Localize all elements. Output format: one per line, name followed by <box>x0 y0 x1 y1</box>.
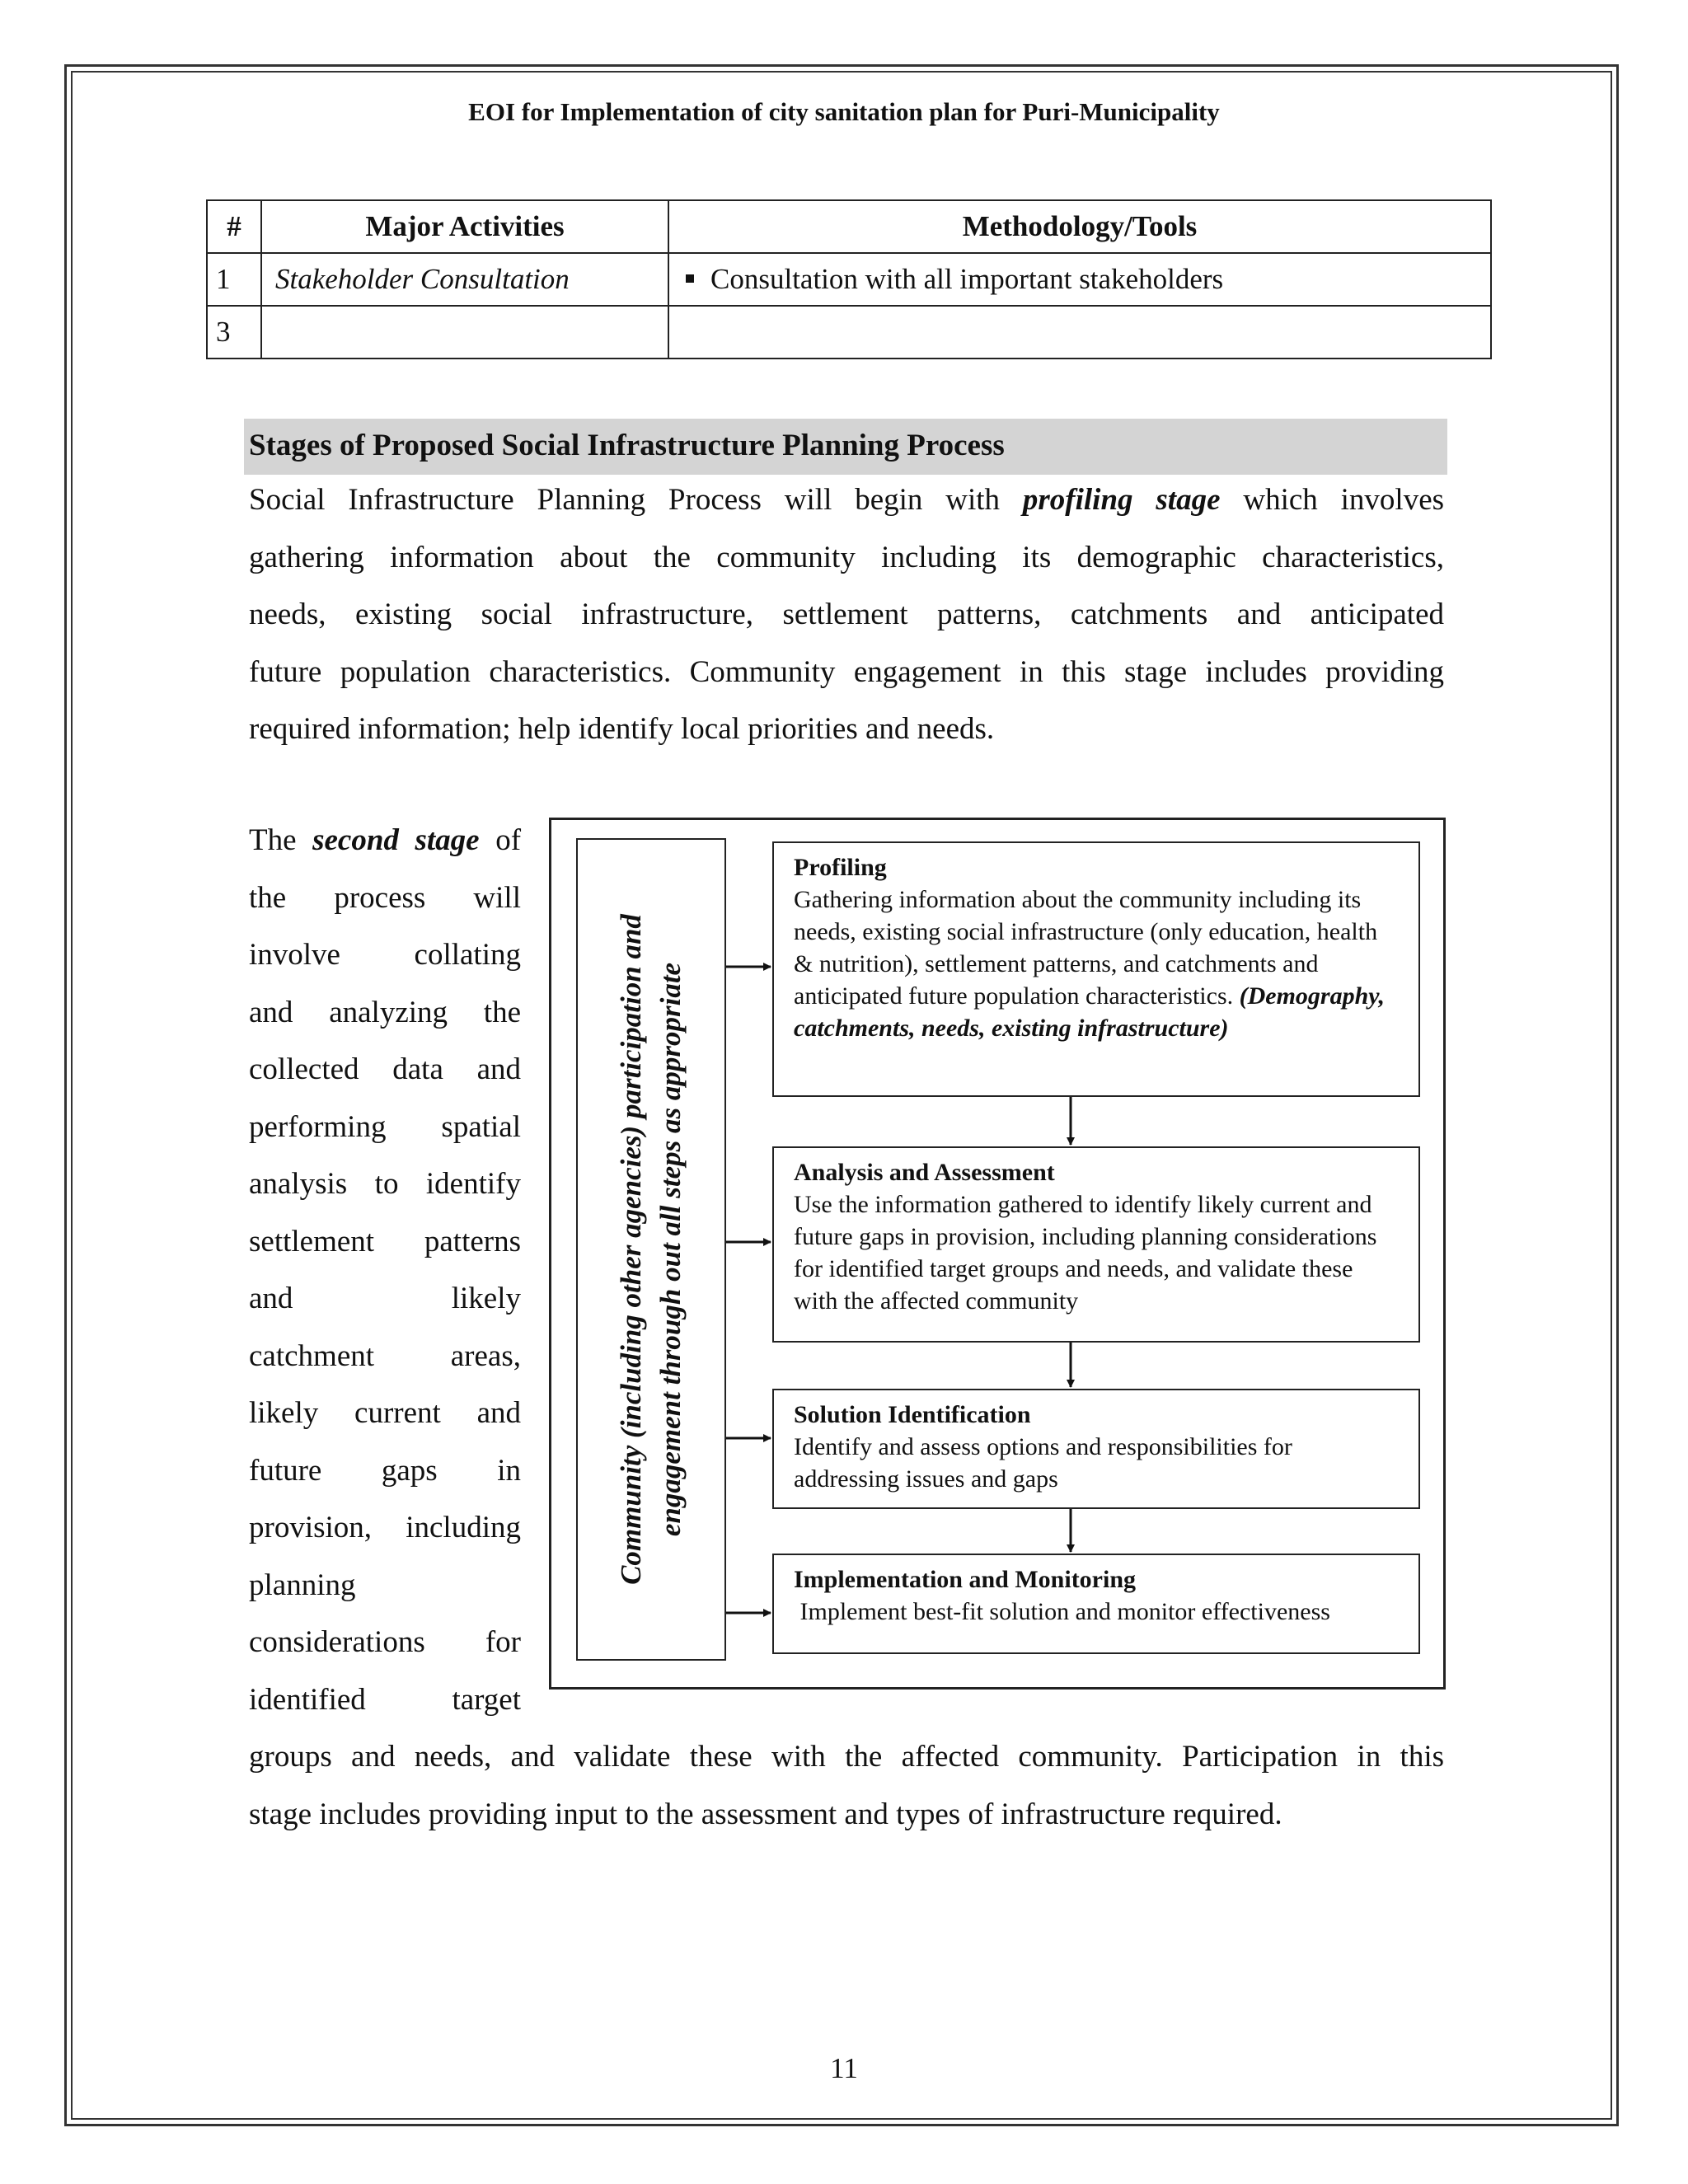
row-number: 1 <box>207 253 261 306</box>
row-activity: Stakeholder Consultation <box>261 253 668 306</box>
stage-title: Analysis and Assessment <box>794 1159 1055 1186</box>
paragraph-line: needs, existing social infrastructure, settlement patterns, catchments and anticipated <box>249 598 1444 631</box>
text-segment: of <box>495 823 522 857</box>
paragraph-line: likely current and <box>249 1396 521 1430</box>
row-methodology <box>668 253 1491 306</box>
paragraph-line: future population characteristics. Community engagement in this stage includes providing <box>249 654 1444 689</box>
row-activity <box>261 306 668 359</box>
diagram-arrows <box>551 820 1448 1692</box>
document-header: EOI for Implementation of city sanitation plan for Puri-Municipality <box>468 97 1220 126</box>
paragraph-line: provision, including <box>249 1511 521 1544</box>
paragraph-profiling <box>249 471 1444 758</box>
table-row <box>207 253 1491 306</box>
paragraph-line: gathering information about the community including its demographic characteristics, <box>249 540 1444 574</box>
stage-title: Implementation and Monitoring <box>794 1566 1137 1593</box>
section-heading: Stages of Proposed Social Infrastructure Planning Process <box>244 419 1447 475</box>
paragraph-line: and likely <box>249 1282 521 1315</box>
horizontal-arrows <box>726 967 771 1613</box>
stage-text: Gathering information about the community including its needs, existing social infrastructure (only education, health & nutrition), settlement patterns, and catchments and anticipated future population characteristics. <box>794 886 1378 1010</box>
paragraph-line: stage includes providing input to the assessment and types of infrastructure required. <box>249 1797 1282 1831</box>
paragraph-line: analysis to identify <box>249 1167 521 1201</box>
paragraph-line: involve collating <box>249 938 521 972</box>
activities-table <box>206 199 1492 359</box>
paragraph-line: the process will <box>249 880 521 915</box>
paragraph-line: collected data and <box>249 1052 521 1086</box>
column-header-activities: Major Activities <box>261 200 668 253</box>
stage-text: Implement best-fit solution and monitor effectiveness <box>794 1598 1330 1625</box>
paragraph-line: performing spatial <box>249 1109 521 1144</box>
text-segment: which involves <box>1243 483 1445 517</box>
planning-process-diagram <box>549 818 1446 1690</box>
paragraph-second-stage <box>249 812 521 1728</box>
emphasis-second-stage: second stage <box>312 823 480 857</box>
emphasis-profiling-stage: profiling stage <box>1022 483 1221 517</box>
vertical-text-line: Community (including other agencies) participation and <box>615 914 647 1585</box>
paragraph-line: considerations for <box>249 1625 521 1659</box>
stage-text: Use the information gathered to identify likely current and future gaps in provision, including planning considerations for identified target groups and needs, and validate these with the affected community <box>794 1191 1377 1315</box>
stage-title: Solution Identification <box>794 1401 1031 1428</box>
text-segment: Social Infrastructure Planning Process will begin with <box>249 483 1001 517</box>
stage-title: Profiling <box>794 854 887 881</box>
page-number: 11 <box>830 2052 858 2084</box>
paragraph-second-stage-continued <box>249 1728 1444 1843</box>
vertical-text-line: engagement through out all steps as appropriate <box>654 962 687 1537</box>
paragraph-line <box>249 812 521 869</box>
paragraph-line: required information; help identify local priorities and needs. <box>249 712 995 746</box>
stage-text: Identify and assess options and responsibilities for addressing issues and gaps <box>794 1433 1292 1493</box>
paragraph-line: settlement patterns <box>249 1224 521 1258</box>
column-header-methodology: Methodology/Tools <box>668 200 1491 253</box>
paragraph-line: and analyzing the <box>249 995 521 1029</box>
paragraph-line: planning <box>249 1568 356 1602</box>
text-segment: The <box>249 823 297 857</box>
stage-emphasis: (Demography, catchments, needs, existing infrastructure) <box>794 982 1385 1042</box>
table-header-row <box>207 200 1491 253</box>
paragraph-line: catchment areas, <box>249 1338 521 1373</box>
square-bullet-icon <box>686 274 694 283</box>
table-row <box>207 306 1491 359</box>
column-header-number: # <box>207 200 261 253</box>
row-number: 3 <box>207 306 261 359</box>
paragraph-line: future gaps in <box>249 1453 521 1488</box>
row-methodology <box>668 306 1491 359</box>
paragraph-line <box>249 471 1444 529</box>
row-methodology-text: Consultation with all important stakeholders <box>710 263 1224 295</box>
paragraph-line: groups and needs, and validate these with the affected community. Participation in this <box>249 1740 1444 1774</box>
paragraph-line: identified target <box>249 1682 521 1717</box>
